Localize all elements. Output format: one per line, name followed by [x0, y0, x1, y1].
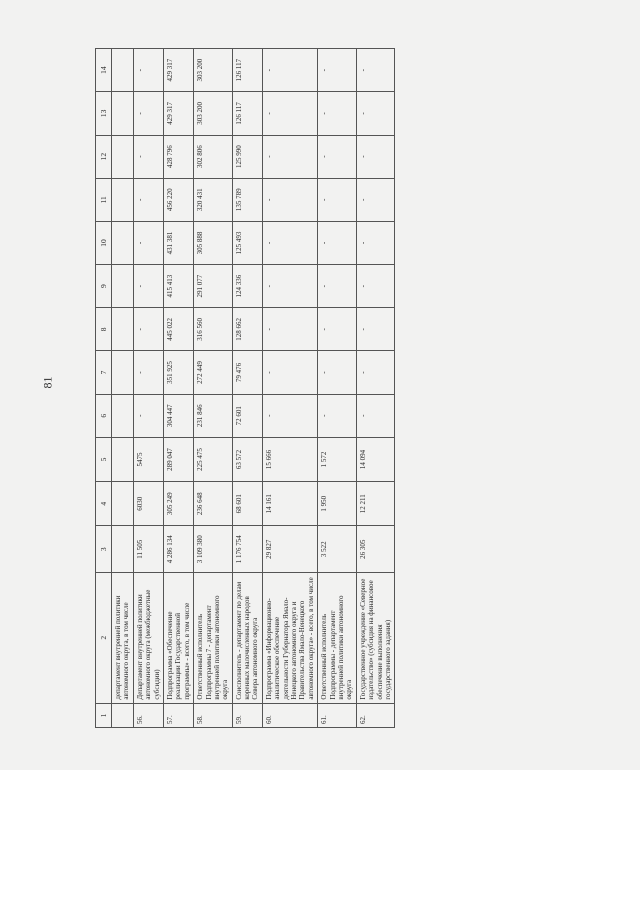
header-cell: 5	[96, 437, 112, 481]
value-cell: -	[133, 178, 163, 221]
value-cell: 429 317	[163, 92, 193, 135]
header-cell: 6	[96, 394, 112, 437]
value-cell: -	[356, 135, 395, 178]
value-cell: 225 475	[194, 437, 233, 481]
value-cell: -	[318, 135, 357, 178]
value-cell	[112, 351, 134, 394]
value-cell: 126 117	[232, 92, 262, 135]
value-cell: -	[356, 92, 395, 135]
value-cell: -	[133, 394, 163, 437]
value-cell	[112, 308, 134, 351]
row-name: Подпрограмма «Информационно-аналитическое обеспечение деятельности Губернатора Ямало-Ненецкого автономного округа и Правительства Ямало-Ненецкого автономного округа» - всего, в том числе	[262, 572, 317, 703]
table-row	[194, 49, 233, 728]
value-cell: -	[133, 265, 163, 308]
value-cell: 68 601	[232, 482, 262, 526]
table-row	[356, 49, 395, 728]
value-cell: -	[318, 351, 357, 394]
value-cell	[112, 135, 134, 178]
value-cell	[112, 437, 134, 481]
value-cell: 5475	[133, 437, 163, 481]
value-cell: 456 220	[163, 178, 193, 221]
value-cell	[112, 526, 134, 573]
value-cell	[112, 221, 134, 264]
value-cell: 3 522	[318, 526, 357, 573]
value-cell: -	[262, 92, 317, 135]
value-cell: -	[262, 178, 317, 221]
value-cell: 351 925	[163, 351, 193, 394]
value-cell: -	[356, 394, 395, 437]
header-cell: 12	[96, 135, 112, 178]
value-cell: 302 806	[194, 135, 233, 178]
value-cell: 124 336	[232, 265, 262, 308]
table-row	[133, 49, 163, 728]
value-cell: 125 990	[232, 135, 262, 178]
value-cell	[112, 178, 134, 221]
value-cell: 128 662	[232, 308, 262, 351]
value-cell: -	[318, 308, 357, 351]
row-index: 58.	[194, 703, 233, 727]
value-cell: 304 447	[163, 394, 193, 437]
value-cell	[112, 394, 134, 437]
value-cell: 14 094	[356, 437, 395, 481]
header-cell: 11	[96, 178, 112, 221]
value-cell: -	[318, 49, 357, 92]
row-name: Соисполнитель - департамент по делам коренных малочисленных народов Севера автономного округа	[232, 572, 262, 703]
value-cell: 415 413	[163, 265, 193, 308]
value-cell: 431 381	[163, 221, 193, 264]
value-cell: 26 305	[356, 526, 395, 573]
value-cell: 236 648	[194, 482, 233, 526]
value-cell: -	[318, 221, 357, 264]
value-cell: 12 211	[356, 482, 395, 526]
header-cell: 4	[96, 482, 112, 526]
value-cell	[112, 92, 134, 135]
value-cell: -	[318, 92, 357, 135]
row-name: Государственное учреждение «Северное издательство» (субсидия на финансовое обеспечение выполнения государственного задания)	[356, 572, 395, 703]
value-cell	[112, 265, 134, 308]
value-cell: 1 950	[318, 482, 357, 526]
value-cell: 63 572	[232, 437, 262, 481]
header-cell: 1	[96, 703, 112, 727]
header-cell: 7	[96, 351, 112, 394]
table-row	[232, 49, 262, 728]
value-cell: -	[133, 135, 163, 178]
header-cell: 8	[96, 308, 112, 351]
header-cell: 10	[96, 221, 112, 264]
value-cell: -	[356, 265, 395, 308]
value-cell	[112, 49, 134, 92]
value-cell: 11 505	[133, 526, 163, 573]
value-cell: -	[133, 92, 163, 135]
value-cell: 305 888	[194, 221, 233, 264]
row-name: Ответственный исполнитель Подпрограммы - департамент внутренней политики автономного округа	[318, 572, 357, 703]
value-cell: 14 161	[262, 482, 317, 526]
value-cell: 1 572	[318, 437, 357, 481]
table-body	[112, 49, 395, 728]
value-cell: -	[318, 394, 357, 437]
value-cell: -	[318, 178, 357, 221]
row-name: Подпрограмма «Обеспечение реализации Государственной программы» - всего, в том числе	[163, 572, 193, 703]
row-name: Департамент внутренней политики автономного округа (межбюджетные субсидии)	[133, 572, 163, 703]
value-cell: -	[262, 221, 317, 264]
value-cell: -	[262, 351, 317, 394]
table-row	[262, 49, 317, 728]
value-cell: 231 846	[194, 394, 233, 437]
value-cell	[112, 482, 134, 526]
value-cell: 305 249	[163, 482, 193, 526]
value-cell: -	[262, 265, 317, 308]
header-cell: 14	[96, 49, 112, 92]
value-cell: 291 077	[194, 265, 233, 308]
value-cell: 428 796	[163, 135, 193, 178]
value-cell: 272 449	[194, 351, 233, 394]
row-index: 62.	[356, 703, 395, 727]
value-cell: -	[356, 308, 395, 351]
value-cell: 445 022	[163, 308, 193, 351]
value-cell: 6030	[133, 482, 163, 526]
value-cell: 15 666	[262, 437, 317, 481]
row-index: 57.	[163, 703, 193, 727]
value-cell: -	[318, 265, 357, 308]
table-row	[318, 49, 357, 728]
value-cell: -	[262, 308, 317, 351]
value-cell: 3 109 380	[194, 526, 233, 573]
row-index: 59.	[232, 703, 262, 727]
value-cell: 29 827	[262, 526, 317, 573]
value-cell: -	[356, 49, 395, 92]
header-cell: 2	[96, 572, 112, 703]
value-cell: 303 200	[194, 92, 233, 135]
page-number: 81	[40, 376, 55, 389]
value-cell: 4 286 134	[163, 526, 193, 573]
value-cell: -	[356, 351, 395, 394]
value-cell: -	[356, 178, 395, 221]
value-cell: 316 560	[194, 308, 233, 351]
rotated-table-container	[95, 48, 585, 728]
table-row	[112, 49, 134, 728]
value-cell: 429 317	[163, 49, 193, 92]
value-cell: -	[133, 221, 163, 264]
value-cell: 126 117	[232, 49, 262, 92]
row-name: Ответственный исполнитель Подпрограммы 7 - департамент внутренней политики автономного округа	[194, 572, 233, 703]
value-cell: -	[262, 49, 317, 92]
value-cell: 320 431	[194, 178, 233, 221]
budget-table	[95, 48, 395, 728]
value-cell: -	[133, 49, 163, 92]
value-cell: -	[262, 394, 317, 437]
value-cell: -	[133, 308, 163, 351]
value-cell: -	[262, 135, 317, 178]
row-index: 56.	[133, 703, 163, 727]
header-cell: 9	[96, 265, 112, 308]
header-row	[96, 49, 112, 728]
row-index	[112, 703, 134, 727]
value-cell: 72 601	[232, 394, 262, 437]
table-row	[163, 49, 193, 728]
header-cell: 3	[96, 526, 112, 573]
value-cell: 303 200	[194, 49, 233, 92]
value-cell: 1 176 754	[232, 526, 262, 573]
row-index: 61.	[318, 703, 357, 727]
value-cell: -	[133, 351, 163, 394]
row-index: 60.	[262, 703, 317, 727]
value-cell: 289 047	[163, 437, 193, 481]
row-name: департамент внутренней политики автономного округа, в том числе	[112, 572, 134, 703]
value-cell: 79 476	[232, 351, 262, 394]
value-cell: -	[356, 221, 395, 264]
value-cell: 125 493	[232, 221, 262, 264]
header-cell: 13	[96, 92, 112, 135]
value-cell: 135 789	[232, 178, 262, 221]
